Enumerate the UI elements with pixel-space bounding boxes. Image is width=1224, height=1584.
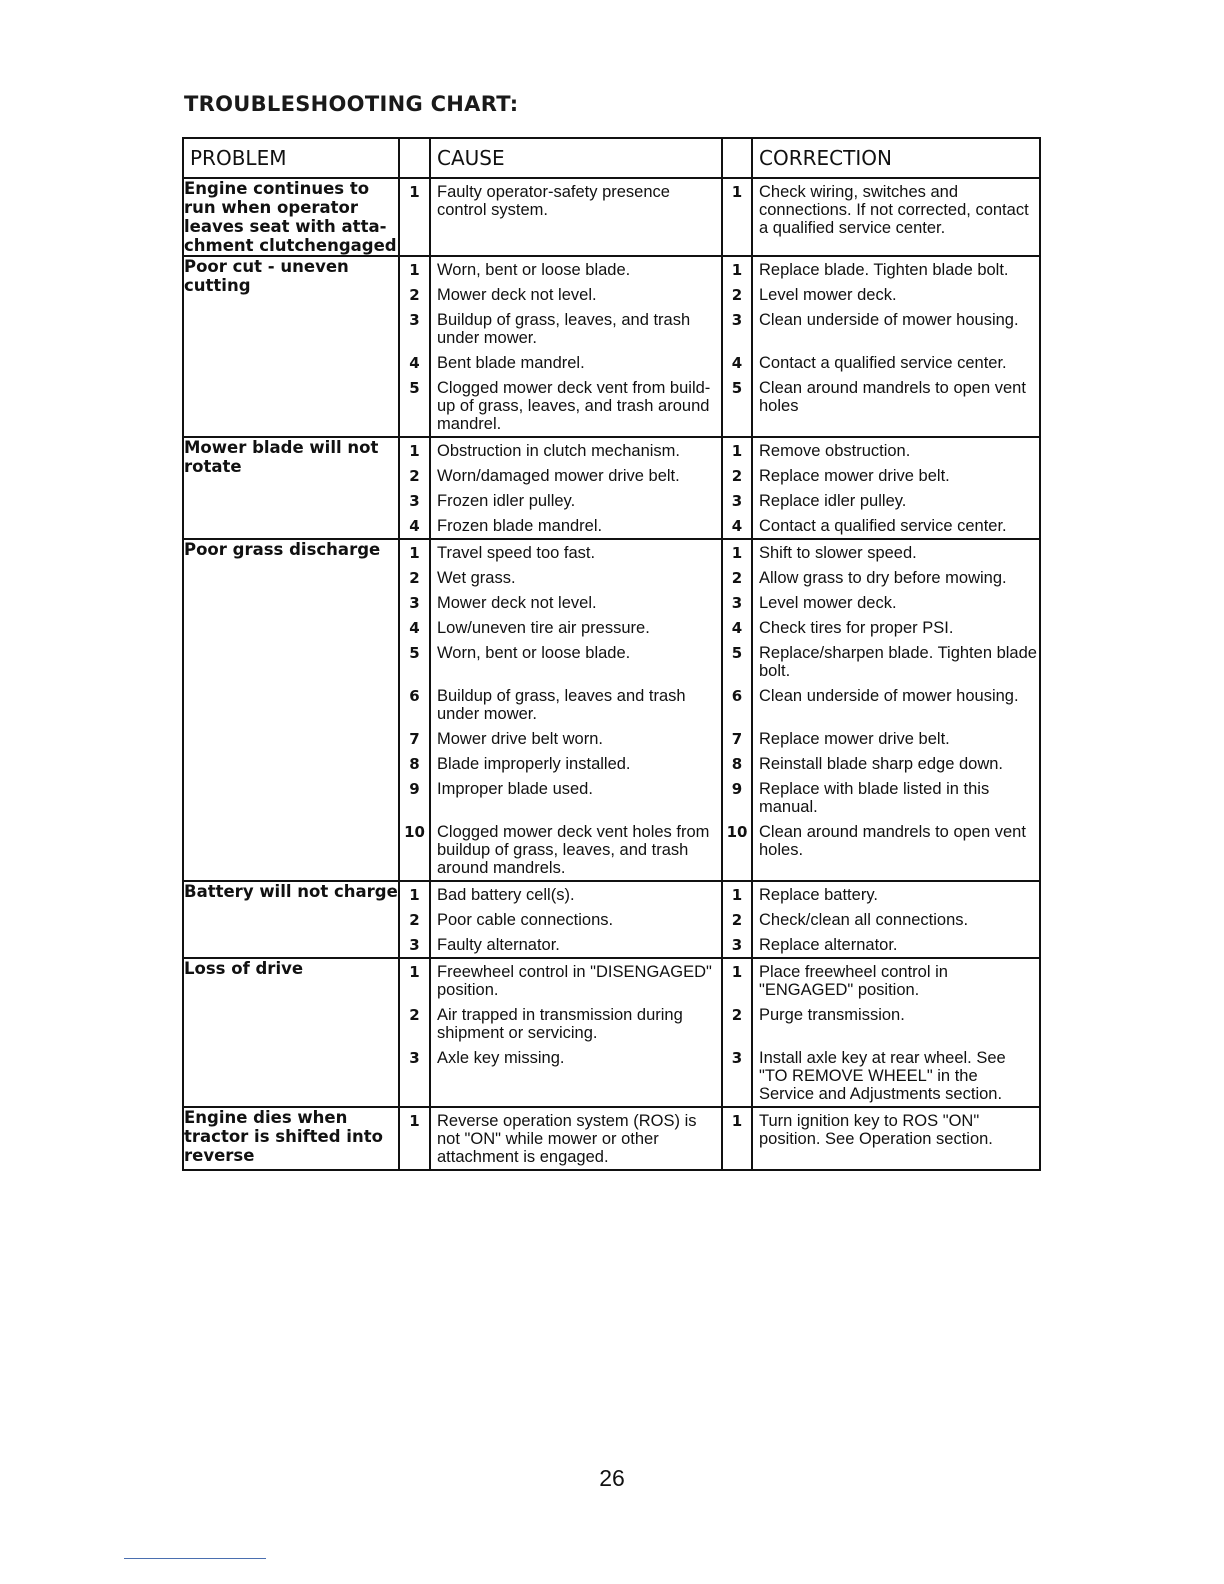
cause-number: 6 <box>409 687 420 705</box>
cause-number: 3 <box>409 1049 420 1067</box>
cause-number: 4 <box>409 517 420 535</box>
footer-rule <box>124 1558 266 1559</box>
correction-text: Level mower deck. <box>759 286 897 304</box>
correction-text: Allow grass to dry before mowing. <box>759 569 1007 587</box>
cause-text: Mower deck not level. <box>437 594 597 612</box>
cause-number: 1 <box>409 886 420 904</box>
table-row <box>183 256 1040 437</box>
correction-text: Replace blade. Tighten blade bolt. <box>759 261 1009 279</box>
cause-text: Mower deck not level. <box>437 286 597 304</box>
cause-text: Bent blade mandrel. <box>437 354 585 372</box>
cause-text: Poor cable connections. <box>437 911 614 929</box>
correction-text: Replace battery. <box>759 886 878 904</box>
correction-text: Check tires for proper PSI. <box>759 619 954 637</box>
cause-text: Mower drive belt worn. <box>437 730 603 748</box>
cause-number: 2 <box>409 467 420 485</box>
table-row <box>183 881 1040 958</box>
table-header-row <box>183 138 1040 178</box>
correction-number-cell <box>722 1107 752 1170</box>
cause-number: 1 <box>409 442 420 460</box>
correction-number: 7 <box>731 730 743 748</box>
cause-number: 9 <box>409 780 420 798</box>
cause-number: 2 <box>409 286 420 304</box>
correction-text-cell <box>752 539 1040 881</box>
correction-number: 2 <box>731 911 743 929</box>
cause-number-cell <box>399 437 430 539</box>
cause-text: Clogged mower deck vent holes from buildup of grass, leaves, and trash around mandrels. <box>437 823 710 877</box>
cause-text-cell <box>430 1107 722 1170</box>
correction-number: 9 <box>731 780 743 798</box>
correction-text: Replace idler pulley. <box>759 492 907 510</box>
correction-number: 2 <box>731 467 743 485</box>
cause-number: 4 <box>409 354 420 372</box>
cause-number-cell <box>399 1107 430 1170</box>
correction-text: Level mower deck. <box>759 594 897 612</box>
table-body <box>183 178 1040 1170</box>
cause-number-cell <box>399 539 430 881</box>
correction-number: 1 <box>731 261 743 279</box>
problem-cell: Loss of drive <box>183 958 399 1107</box>
troubleshooting-table <box>182 137 1041 1171</box>
correction-number: 3 <box>731 594 743 612</box>
correction-number-cell <box>722 881 752 958</box>
correction-text: Replace mower drive belt. <box>759 467 950 485</box>
cause-text: Air trapped in transmission during shipment or servicing. <box>437 1006 683 1042</box>
correction-number: 4 <box>731 354 743 372</box>
correction-text: Replace/sharpen blade. Tighten blade bolt. <box>759 644 1037 680</box>
cause-number: 1 <box>409 544 420 562</box>
cause-text: Worn, bent or loose blade. <box>437 644 631 662</box>
cause-number: 2 <box>409 1006 420 1024</box>
correction-text: Turn ignition key to ROS "ON" position. See Operation section. <box>759 1112 993 1148</box>
cause-text-cell <box>430 178 722 256</box>
correction-text: Contact a qualified service center. <box>759 354 1007 372</box>
correction-number: 1 <box>731 183 743 201</box>
table-row <box>183 437 1040 539</box>
cause-number: 5 <box>409 379 420 397</box>
correction-text-cell <box>752 958 1040 1107</box>
cause-number: 4 <box>409 619 420 637</box>
cause-text: Frozen idler pulley. <box>437 492 576 510</box>
cause-number-cell <box>399 256 430 437</box>
cause-number: 3 <box>409 594 420 612</box>
problem-cell: Engine dies when tractor is shifted into reverse <box>183 1107 399 1170</box>
correction-number-cell <box>722 539 752 881</box>
correction-text: Place freewheel control in "ENGAGED" position. <box>759 963 948 999</box>
correction-number: 10 <box>726 823 748 841</box>
correction-text-cell <box>752 1107 1040 1170</box>
correction-number: 1 <box>731 963 743 981</box>
correction-text: Clean around mandrels to open vent holes <box>759 379 1026 415</box>
correction-text: Clean around mandrels to open vent holes. <box>759 823 1026 859</box>
table-row <box>183 1107 1040 1170</box>
problem-cell: Engine continues to run when operator leaves seat with atta-chment clutchengaged <box>183 178 399 256</box>
correction-text: Clean underside of mower housing. <box>759 687 1019 705</box>
correction-number: 3 <box>731 1049 743 1067</box>
correction-number: 3 <box>731 311 743 329</box>
table-row <box>183 958 1040 1107</box>
cause-number-header <box>399 138 430 178</box>
cause-number: 7 <box>409 730 420 748</box>
correction-number-cell <box>722 958 752 1107</box>
table-row <box>183 539 1040 881</box>
correction-number-header <box>722 138 752 178</box>
correction-number: 6 <box>731 687 743 705</box>
correction-number: 2 <box>731 286 743 304</box>
cause-text: Buildup of grass, leaves and trash under mower. <box>437 687 686 723</box>
cause-number: 1 <box>409 261 420 279</box>
correction-number: 2 <box>731 569 743 587</box>
correction-number-cell <box>722 437 752 539</box>
problem-cell: Poor cut - uneven cutting <box>183 256 399 437</box>
cause-number: 10 <box>404 823 425 841</box>
correction-number: 2 <box>731 1006 743 1024</box>
cause-number-cell <box>399 178 430 256</box>
correction-number: 3 <box>731 936 743 954</box>
correction-text: Shift to slower speed. <box>759 544 917 562</box>
correction-text: Install axle key at rear wheel. See "TO REMOVE WHEEL" in the Service and Adjustments section. <box>759 1049 1006 1103</box>
cause-number: 1 <box>409 1112 420 1130</box>
cause-text-cell <box>430 256 722 437</box>
cause-number: 8 <box>409 755 420 773</box>
cause-number: 3 <box>409 492 420 510</box>
page-title: TROUBLESHOOTING CHART: <box>184 92 519 116</box>
cause-text: Blade improperly installed. <box>437 755 631 773</box>
cause-text: Improper blade used. <box>437 780 593 798</box>
correction-text: Purge transmission. <box>759 1006 905 1024</box>
cause-header: CAUSE <box>430 138 722 178</box>
cause-number: 3 <box>409 311 420 329</box>
cause-number-cell <box>399 881 430 958</box>
correction-text: Replace alternator. <box>759 936 898 954</box>
correction-number: 3 <box>731 492 743 510</box>
correction-text: Replace with blade listed in this manual. <box>759 780 990 816</box>
correction-number: 4 <box>731 517 743 535</box>
cause-text: Wet grass. <box>437 569 516 587</box>
cause-text: Reverse operation system (ROS) is not "ON" while mower or other attachment is engaged. <box>437 1112 697 1166</box>
cause-number: 3 <box>409 936 420 954</box>
problem-cell: Battery will not charge <box>183 881 399 958</box>
cause-text: Freewheel control in "DISENGAGED" position. <box>437 963 712 999</box>
correction-number: 1 <box>731 1112 743 1130</box>
correction-text: Contact a qualified service center. <box>759 517 1007 535</box>
table-row <box>183 178 1040 256</box>
cause-number: 5 <box>409 644 420 662</box>
cause-number: 2 <box>409 911 420 929</box>
correction-text-cell <box>752 881 1040 958</box>
problem-header: PROBLEM <box>183 138 399 178</box>
correction-number-cell <box>722 178 752 256</box>
cause-text: Travel speed too fast. <box>437 544 596 562</box>
correction-header: CORRECTION <box>752 138 1040 178</box>
cause-text-cell <box>430 539 722 881</box>
cause-text: Worn, bent or loose blade. <box>437 261 631 279</box>
correction-number: 1 <box>731 886 743 904</box>
cause-text: Faulty alternator. <box>437 936 560 954</box>
cause-text: Low/uneven tire air pressure. <box>437 619 650 637</box>
correction-text: Check/clean all connections. <box>759 911 969 929</box>
cause-text: Faulty operator-safety presence control system. <box>437 183 670 219</box>
cause-number: 1 <box>409 183 420 201</box>
cause-text: Bad battery cell(s). <box>437 886 575 904</box>
cause-number: 2 <box>409 569 420 587</box>
correction-text: Clean underside of mower housing. <box>759 311 1019 329</box>
cause-text: Clogged mower deck vent from build-up of grass, leaves, and trash around mandrel. <box>437 379 711 433</box>
correction-number: 4 <box>731 619 743 637</box>
correction-text: Reinstall blade sharp edge down. <box>759 755 1003 773</box>
problem-cell: Poor grass discharge <box>183 539 399 881</box>
cause-text-cell <box>430 881 722 958</box>
correction-text: Check wiring, switches and connections. If not corrected, contact a qualified service center. <box>759 183 1029 237</box>
cause-text: Axle key missing. <box>437 1049 565 1067</box>
cause-text: Frozen blade mandrel. <box>437 517 603 535</box>
correction-number-cell <box>722 256 752 437</box>
cause-text: Worn/damaged mower drive belt. <box>437 467 680 485</box>
problem-cell: Mower blade will not rotate <box>183 437 399 539</box>
cause-text: Obstruction in clutch mechanism. <box>437 442 681 460</box>
correction-number: 8 <box>731 755 743 773</box>
cause-number-cell <box>399 958 430 1107</box>
cause-number: 1 <box>409 963 420 981</box>
correction-text-cell <box>752 178 1040 256</box>
correction-text: Remove obstruction. <box>759 442 911 460</box>
correction-number: 5 <box>731 644 743 662</box>
correction-text-cell <box>752 256 1040 437</box>
page-number: 26 <box>599 1465 625 1491</box>
correction-text-cell <box>752 437 1040 539</box>
correction-text: Replace mower drive belt. <box>759 730 950 748</box>
cause-text-cell <box>430 437 722 539</box>
correction-number: 5 <box>731 379 743 397</box>
correction-number: 1 <box>731 544 743 562</box>
cause-text: Buildup of grass, leaves, and trash under mower. <box>437 311 691 347</box>
correction-number: 1 <box>731 442 743 460</box>
cause-text-cell <box>430 958 722 1107</box>
